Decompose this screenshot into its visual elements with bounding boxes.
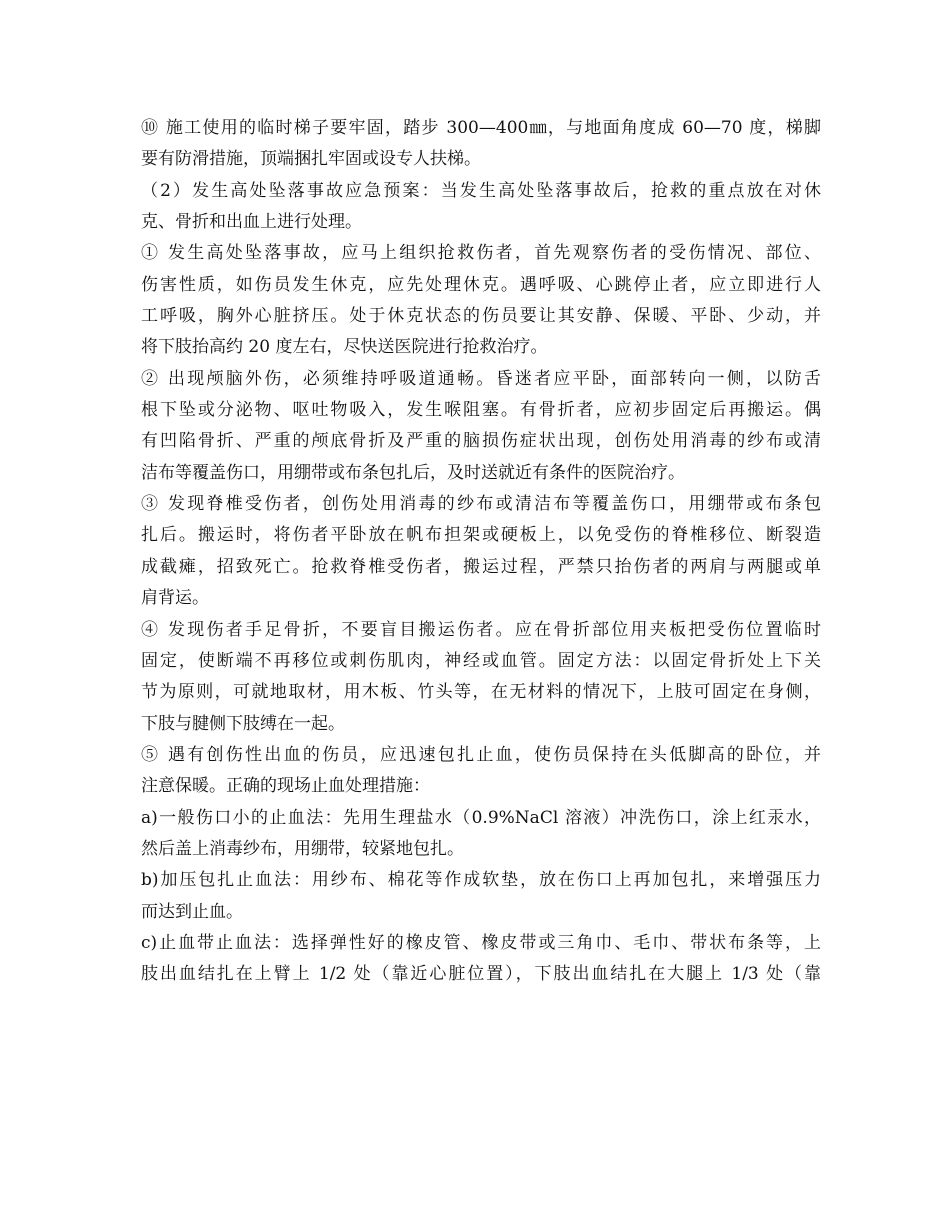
text-line: 肩背运。 (141, 588, 209, 609)
text-line: 然后盖上消毒纱布，用绷带，较紧地包扎。 (141, 838, 464, 859)
text-line: ① 发生高处坠落事故，应马上组织抢救伤者，首先观察伤者的受伤情况、部位、 (141, 243, 821, 264)
text-line: 肢出血结扎在上臂上 1/2 处（靠近心脏位置），下肢出血结扎在大腿上 1/3 处（靠 (141, 964, 821, 985)
text-line: 扎后。搬运时，将伤者平卧放在帆布担架或硬板上，以免受伤的脊椎移位、断裂造 (141, 525, 821, 546)
text-line: 克、骨折和出血上进行处理。 (141, 212, 362, 233)
text-line: a)一般伤口小的止血法：先用生理盐水（0.9%NaCl 溶液）冲洗伤口，涂上红汞水， (141, 807, 821, 828)
text-line: ⑤ 遇有创伤性出血的伤员，应迅速包扎止血，使伤员保持在头低脚高的卧位，并 (141, 744, 821, 765)
text-line: 伤害性质，如伤员发生休克，应先处理休克。遇呼吸、心跳停止者，应立即进行人 (141, 274, 821, 295)
text-line: 下肢与腱侧下肢缚在一起。 (141, 713, 345, 734)
text-line: 固定，使断端不再移位或刺伤肌肉，神经或血管。固定方法：以固定骨折处上下关 (141, 650, 821, 671)
text-line: 成截瘫，招致死亡。抢救脊椎受伤者，搬运过程，严禁只抬伤者的两肩与两腿或单 (141, 556, 821, 577)
text-line: 有凹陷骨折、严重的颅底骨折及严重的脑损伤症状出现，创伤处用消毒的纱布或清 (141, 431, 821, 452)
text-line: b)加压包扎止血法：用纱布、棉花等作成软垫，放在伤口上再加包扎，来增强压力 (141, 870, 821, 891)
text-line: 要有防滑措施，顶端捆扎牢固或设专人扶梯。 (141, 149, 481, 170)
text-line: 洁布等覆盖伤口，用绷带或布条包扎后，及时送就近有条件的医院治疗。 (141, 462, 685, 483)
text-line: ⑩ 施工使用的临时梯子要牢固，踏步 300—400㎜，与地面角度成 60—70 度，梯脚 (141, 118, 821, 138)
text-line: 而达到止血。 (141, 901, 243, 922)
text-line: 将下肢抬高约 20 度左右，尽快送医院进行抢救治疗。 (141, 337, 548, 358)
text-line: ② 出现颅脑外伤，必须维持呼吸道通畅。昏迷者应平卧，面部转向一侧，以防舌 (141, 368, 821, 389)
text-line: 根下坠或分泌物、呕吐物吸入，发生喉阻塞。有骨折者，应初步固定后再搬运。偶 (141, 400, 821, 421)
text-line: ④ 发现伤者手足骨折，不要盲目搬运伤者。应在骨折部位用夹板把受伤位置临时 (141, 619, 821, 640)
text-line: （2）发生高处坠落事故应急预案：当发生高处坠落事故后，抢救的重点放在对休 (141, 180, 821, 201)
text-line: 注意保暖。正确的现场止血处理措施： (141, 776, 430, 797)
text-line: 节为原则，可就地取材，用木板、竹头等，在无材料的情况下，上肢可固定在身侧， (141, 682, 821, 703)
text-line: 工呼吸，胸外心脏挤压。处于休克状态的伤员要让其安静、保暖、平卧、少动，并 (141, 306, 821, 327)
text-line: ③ 发现脊椎受伤者，创伤处用消毒的纱布或清洁布等覆盖伤口，用绷带或布条包 (141, 494, 821, 515)
text-line: c)止血带止血法：选择弹性好的橡皮管、橡皮带或三角巾、毛巾、带状布条等，上 (141, 932, 821, 953)
document-body (141, 113, 821, 991)
